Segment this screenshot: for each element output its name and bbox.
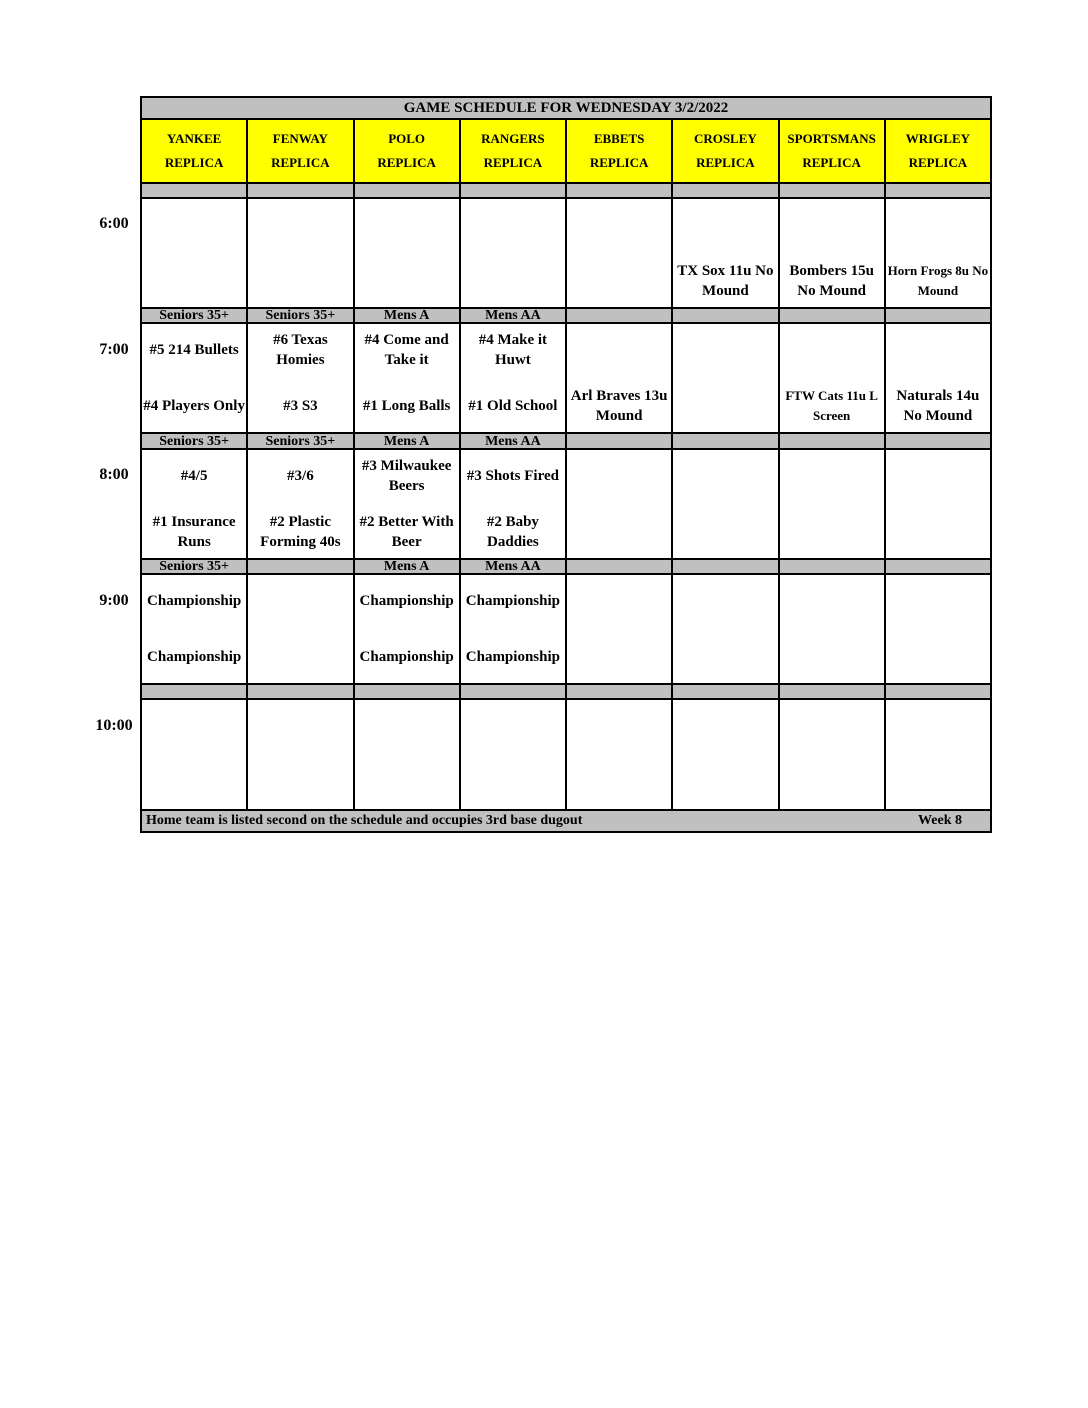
game-cell: [779, 323, 885, 433]
game-cell: [354, 323, 460, 433]
game-cell: [566, 198, 672, 308]
field-name: RANGERS: [481, 131, 545, 147]
schedule-table: [140, 96, 992, 833]
game-cell: [354, 699, 460, 809]
game-cell: [460, 574, 566, 684]
division-label: [672, 308, 778, 323]
away-team: #6 Texas Homies: [273, 332, 328, 369]
division-label: [460, 684, 566, 699]
away-team: Championship: [465, 593, 560, 610]
field-sub: REPLICA: [271, 155, 330, 171]
division-label: Mens AA: [460, 559, 566, 574]
game-cell: [779, 449, 885, 559]
away-team: Championship: [147, 593, 242, 610]
division-label: [779, 433, 885, 448]
division-label: [354, 183, 460, 198]
division-label: [247, 684, 353, 699]
division-label: [247, 559, 353, 574]
schedule-title: GAME SCHEDULE FOR WEDNESDAY 3/2/2022: [141, 97, 991, 119]
game-cell: [672, 699, 778, 809]
home-team: #2 Better With Beer: [359, 513, 454, 550]
division-label: [885, 684, 991, 699]
divider-row-700: [141, 308, 991, 323]
away-team: #3/6: [287, 467, 314, 484]
field-crosley: [672, 119, 778, 182]
slot-row-900: [141, 574, 991, 684]
week-label: Week 8: [918, 812, 962, 828]
game-entry: Arl Braves 13u Mound: [570, 388, 668, 425]
division-label: [779, 684, 885, 699]
game-cell: [672, 198, 778, 308]
away-team: #4 Make it Huwt: [478, 332, 548, 369]
game-cell: [779, 699, 885, 809]
division-label: Seniors 35+: [141, 308, 247, 323]
game-cell: [779, 574, 885, 684]
game-cell: [354, 198, 460, 308]
division-label: [566, 433, 672, 448]
field-sub: REPLICA: [483, 155, 543, 171]
division-label: Mens AA: [460, 433, 566, 448]
division-label: [566, 308, 672, 323]
divider-row-900: [141, 559, 991, 574]
game-cell: [247, 574, 353, 684]
division-label: [460, 183, 566, 198]
division-label: Mens A: [354, 559, 460, 574]
division-label: Mens A: [354, 433, 460, 448]
game-cell: [141, 449, 247, 559]
field-sportsmans: [779, 119, 885, 182]
home-team: #3 S3: [283, 398, 318, 415]
field-sub: REPLICA: [589, 155, 649, 171]
field-fenway: [247, 119, 353, 182]
field-sub: REPLICA: [696, 155, 755, 171]
game-entry: TX Sox 11u No Mound: [677, 263, 774, 299]
game-cell: [460, 449, 566, 559]
field-name: CROSLEY: [693, 131, 757, 147]
game-cell: [885, 699, 991, 809]
divider-row-800: [141, 433, 991, 448]
home-team: #1 Insurance Runs: [152, 513, 236, 550]
home-team: Championship: [465, 649, 560, 666]
field-rangers: [460, 119, 566, 182]
field-name: WRIGLEY: [905, 131, 971, 147]
game-cell: [141, 323, 247, 433]
field-sub: REPLICA: [802, 155, 861, 171]
division-label: [885, 433, 991, 448]
division-label: [141, 183, 247, 198]
game-cell: [247, 323, 353, 433]
field-name: FENWAY: [272, 131, 328, 147]
slot-row-800: [141, 449, 991, 559]
game-cell: [566, 699, 672, 809]
time-900: 9:00: [99, 592, 129, 609]
field-header-row: [141, 119, 991, 182]
division-label: [566, 559, 672, 574]
time-700: 7:00: [99, 341, 129, 358]
game-cell: [885, 198, 991, 308]
division-label: [566, 684, 672, 699]
division-label: [354, 684, 460, 699]
game-cell: [672, 449, 778, 559]
division-label: [779, 308, 885, 323]
game-cell: [460, 198, 566, 308]
game-cell: [672, 323, 778, 433]
division-label: [885, 559, 991, 574]
division-label: [672, 559, 778, 574]
game-cell: [247, 198, 353, 308]
home-team: #1 Old School: [468, 398, 558, 415]
game-cell: [354, 574, 460, 684]
field-polo: [354, 119, 460, 182]
home-team: Championship: [359, 649, 454, 666]
time-600: 6:00: [99, 215, 129, 232]
field-sub: REPLICA: [908, 155, 968, 171]
game-cell: [354, 449, 460, 559]
slot-row-600: [141, 198, 991, 308]
division-label: Seniors 35+: [247, 433, 353, 448]
home-team: #1 Long Balls: [362, 398, 451, 415]
home-team: #4 Players Only: [143, 398, 245, 415]
game-cell: [885, 449, 991, 559]
divider-row-600: [141, 183, 991, 198]
game-cell: [885, 574, 991, 684]
game-cell: [247, 699, 353, 809]
home-team: #2 Baby Daddies: [486, 513, 539, 550]
field-ebbets: [566, 119, 672, 182]
game-cell: [566, 449, 672, 559]
field-name: EBBETS: [593, 131, 645, 147]
away-team: #4 Come and Take it: [364, 332, 449, 369]
division-label: Mens A: [354, 308, 460, 323]
game-cell: [885, 323, 991, 433]
division-label: [672, 183, 778, 198]
division-label: [885, 183, 991, 198]
division-label: [779, 183, 885, 198]
field-name: POLO: [388, 131, 426, 147]
game-entry: FTW Cats 11u L Screen: [785, 388, 878, 424]
game-cell: [779, 198, 885, 308]
game-cell: [141, 574, 247, 684]
game-cell: [566, 323, 672, 433]
game-cell: [141, 699, 247, 809]
division-label: Seniors 35+: [141, 433, 247, 448]
time-800: 8:00: [99, 466, 129, 483]
game-entry: Bombers 15u No Mound: [789, 263, 874, 299]
game-cell: [460, 323, 566, 433]
division-label: [672, 433, 778, 448]
division-label: [672, 684, 778, 699]
field-name: YANKEE: [166, 131, 222, 147]
divider-row-1000: [141, 684, 991, 699]
game-entry: Horn Frogs 8u No Mound: [887, 263, 989, 298]
footer-row: [141, 810, 991, 833]
home-team: #2 Plastic Forming 40s: [260, 513, 341, 550]
slot-row-1000: [141, 699, 991, 809]
game-cell: [566, 574, 672, 684]
division-label: Seniors 35+: [247, 308, 353, 323]
game-cell: [141, 198, 247, 308]
division-label: [566, 183, 672, 198]
game-cell: [247, 449, 353, 559]
game-cell: [672, 574, 778, 684]
field-sub: REPLICA: [164, 155, 224, 171]
division-label: [885, 308, 991, 323]
away-team: #4/5: [180, 467, 208, 484]
division-label: [141, 684, 247, 699]
division-label: Seniors 35+: [141, 559, 247, 574]
division-label: [247, 183, 353, 198]
time-1000: 10:00: [95, 717, 133, 734]
away-team: #3 Milwaukee Beers: [361, 457, 452, 494]
game-entry: Naturals 14u No Mound: [896, 388, 980, 425]
field-yankee: [141, 119, 247, 182]
field-name: SPORTSMANS: [787, 131, 876, 147]
footer-note: Home team is listed second on the schedule and occupies 3rd base dugout: [146, 812, 583, 828]
game-cell: [460, 699, 566, 809]
field-wrigley: [885, 119, 991, 182]
field-sub: REPLICA: [377, 155, 436, 171]
away-team: Championship: [359, 593, 454, 610]
home-team: Championship: [147, 649, 242, 666]
slot-row-700: [141, 323, 991, 433]
division-label: Mens AA: [460, 308, 566, 323]
away-team: #3 Shots Fired: [466, 467, 559, 484]
division-label: [779, 559, 885, 574]
away-team: #5 214 Bullets: [149, 342, 239, 359]
